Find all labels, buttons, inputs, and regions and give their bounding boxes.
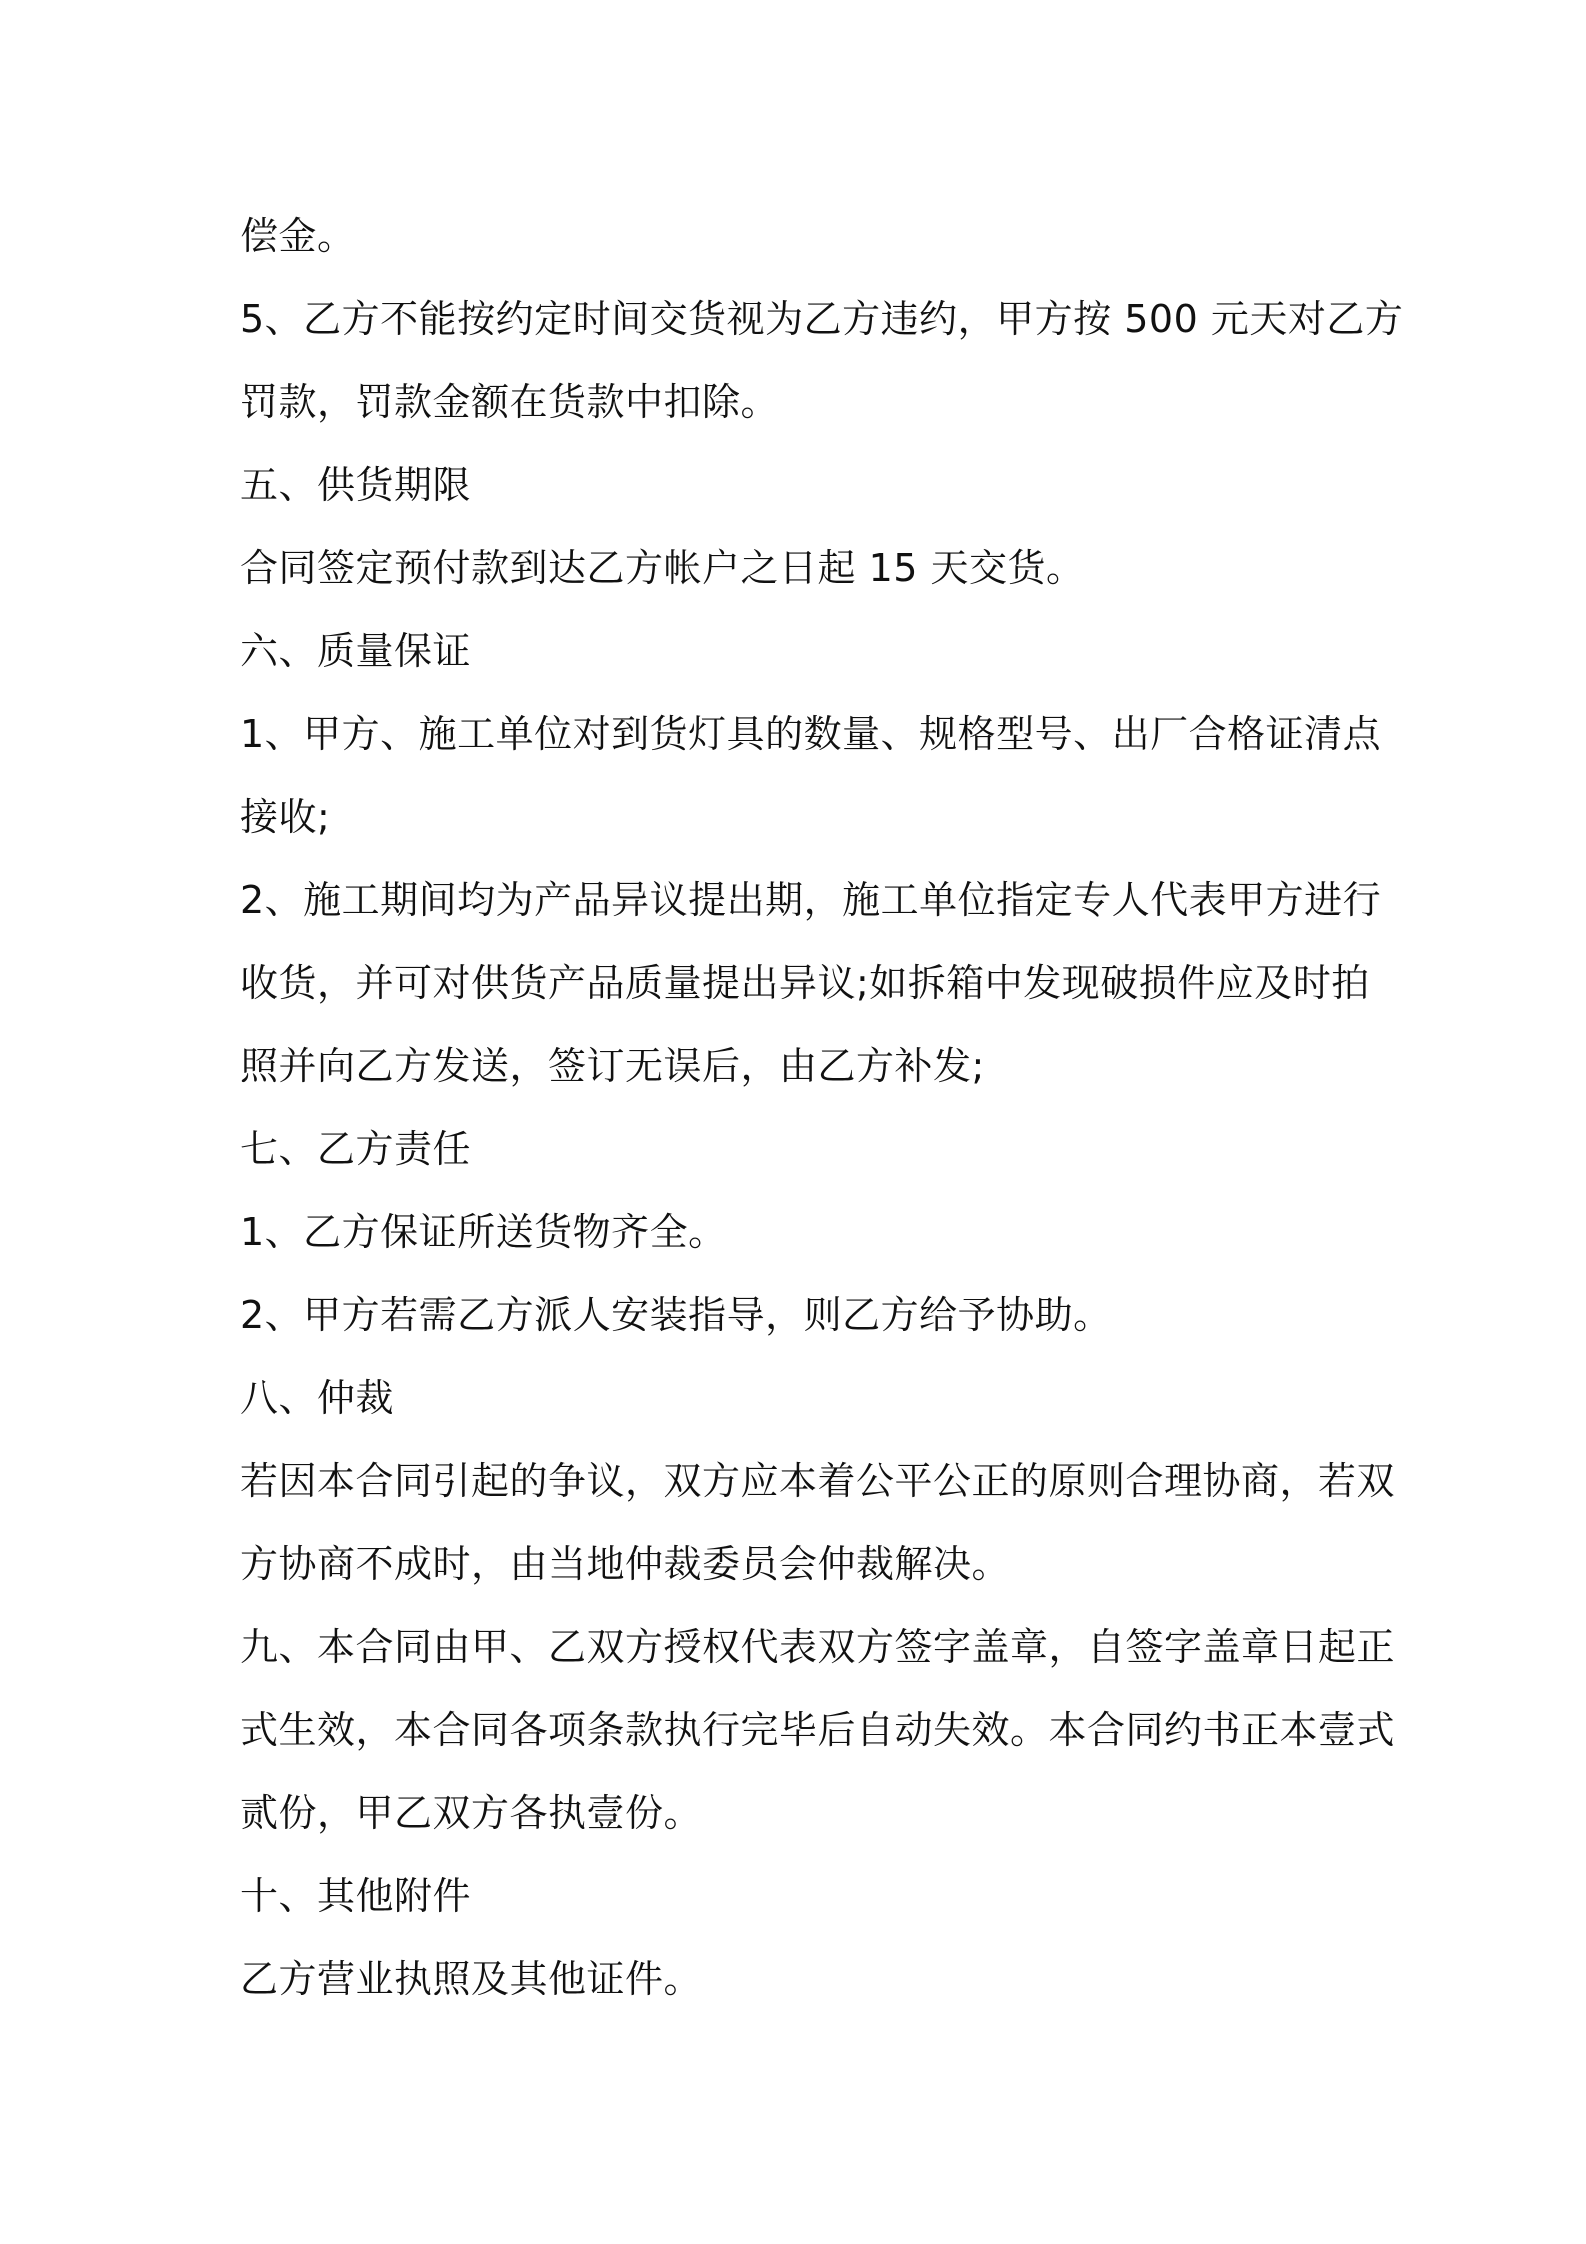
section-heading-6: 六、质量保证 (240, 629, 472, 673)
body-line-1: 偿金。 (240, 214, 356, 258)
body-line-9: 2、施工期间均为产品异议提出期，施工单位指定专人代表甲方进行 (240, 878, 1382, 922)
body-line-13: 1、乙方保证所送货物齐全。 (240, 1210, 727, 1254)
body-line-3: 罚款，罚款金额在货款中扣除。 (240, 380, 780, 424)
body-line-19: 式生效，本合同各项条款执行完毕后自动失效。本合同约书正本壹式 (240, 1708, 1396, 1752)
body-line-14: 2、甲方若需乙方派人安装指导，则乙方给予协助。 (240, 1293, 1112, 1337)
body-line-10: 收货，并可对供货产品质量提出异议;如拆箱中发现破损件应及时拍 (240, 961, 1370, 1005)
body-line-7: 1、甲方、施工单位对到货灯具的数量、规格型号、出厂合格证清点 (240, 712, 1382, 756)
section-heading-8: 八、仲裁 (240, 1376, 395, 1420)
body-line-5: 合同签定预付款到达乙方帐户之日起 15 天交货。 (240, 546, 1085, 590)
body-line-22: 乙方营业执照及其他证件。 (240, 1957, 703, 2001)
body-line-16: 若因本合同引起的争议，双方应本着公平公正的原则合理协商，若双 (240, 1459, 1396, 1503)
document-body (240, 195, 1404, 2021)
body-line-2: 5、乙方不能按约定时间交货视为乙方违约，甲方按 500 元天对乙方 (240, 297, 1404, 341)
body-line-11: 照并向乙方发送，签订无误后，由乙方补发; (240, 1044, 985, 1088)
body-line-20: 贰份，甲乙双方各执壹份。 (240, 1791, 703, 1835)
body-line-17: 方协商不成时，由当地仲裁委员会仲裁解决。 (240, 1542, 1011, 1586)
section-heading-7: 七、乙方责任 (240, 1127, 472, 1171)
body-line-18: 九、本合同由甲、乙双方授权代表双方签字盖章，自签字盖章日起正 (240, 1625, 1396, 1669)
section-heading-10: 十、其他附件 (240, 1874, 472, 1918)
body-line-8: 接收; (240, 795, 331, 839)
section-heading-5: 五、供货期限 (240, 463, 472, 507)
